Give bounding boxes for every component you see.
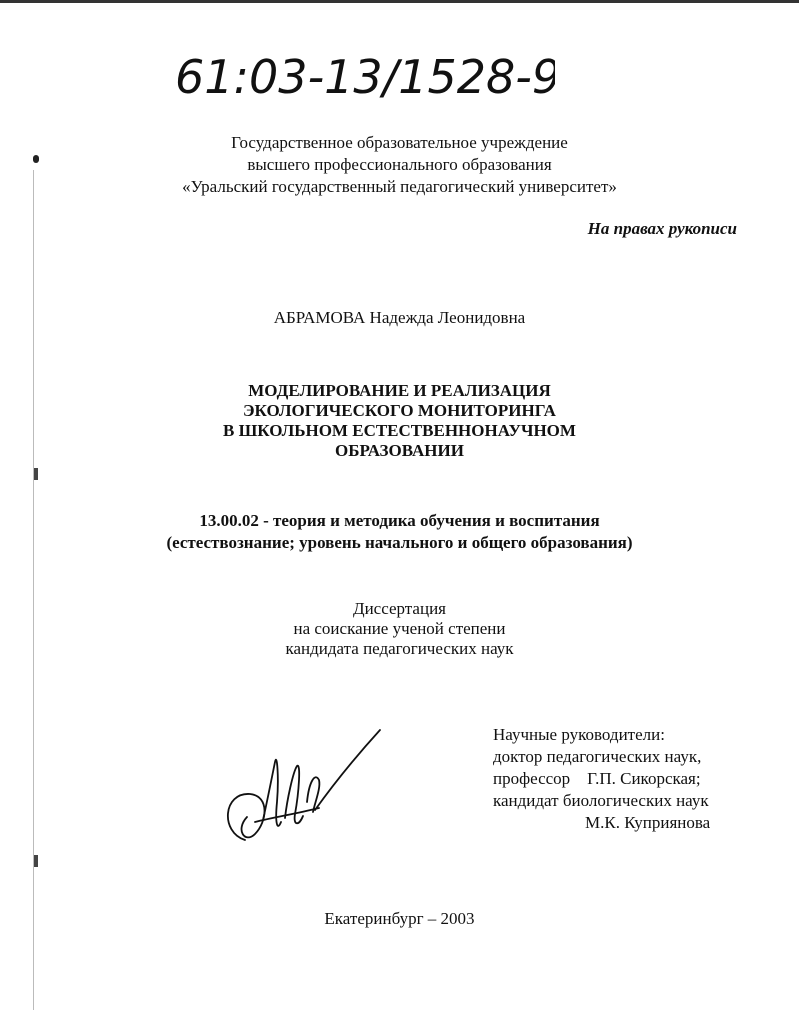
supervisors-heading: Научные руководители: [493,725,665,744]
archive-code-text: 61:03-13/1528-9 [175,50,555,104]
institution-block [0,132,799,198]
scan-mark-dot [33,155,39,163]
degree-line-2: на соискание ученой степени [293,619,506,638]
specialty-block [0,510,799,554]
institution-line-3: «Уральский государственный педагогический университет» [182,177,617,196]
scan-top-edge [0,0,799,3]
institution-line-1: Государственное образовательное учреждение [231,133,568,152]
supervisor-2-name: М.К. Куприянова [585,813,711,832]
supervisor-2-degree: кандидат биологических наук [493,791,709,810]
supervisor-1-name: профессор Г.П. Сикорская; [493,769,701,788]
rights-note: На правах рукописи [587,219,737,238]
supervisor-1-degree: доктор педагогических наук, [493,747,702,766]
title-line-3: В ШКОЛЬНОМ ЕСТЕСТВЕННОНАУЧНОМ [223,421,576,440]
title-line-2: ЭКОЛОГИЧЕСКОГО МОНИТОРИНГА [243,401,556,420]
dissertation-title [0,381,799,461]
specialty-line-1: 13.00.02 - теория и методика обучения и воспитания [199,511,600,530]
handwritten-archive-code [175,38,555,118]
title-line-4: ОБРАЗОВАНИИ [335,441,464,460]
archive-code-drawing [175,38,555,118]
scan-mark-small [34,468,38,480]
title-line-1: МОДЕЛИРОВАНИЕ И РЕАЛИЗАЦИЯ [248,381,551,400]
signature-drawing [215,722,395,862]
degree-block [0,599,799,659]
scan-mark-small-2 [34,855,38,867]
degree-line-3: кандидата педагогических наук [285,639,514,658]
institution-line-2: высшего профессионального образования [247,155,552,174]
scan-margin-line [33,170,34,1010]
supervisors-block [493,724,710,834]
author-name: АБРАМОВА Надежда Леонидовна [273,308,526,327]
degree-line-1: Диссертация [352,599,446,618]
specialty-line-2: (естествознание; уровень начального и общего образования) [166,533,633,552]
signature-image [215,722,395,862]
city-year: Екатеринбург – 2003 [324,909,475,928]
